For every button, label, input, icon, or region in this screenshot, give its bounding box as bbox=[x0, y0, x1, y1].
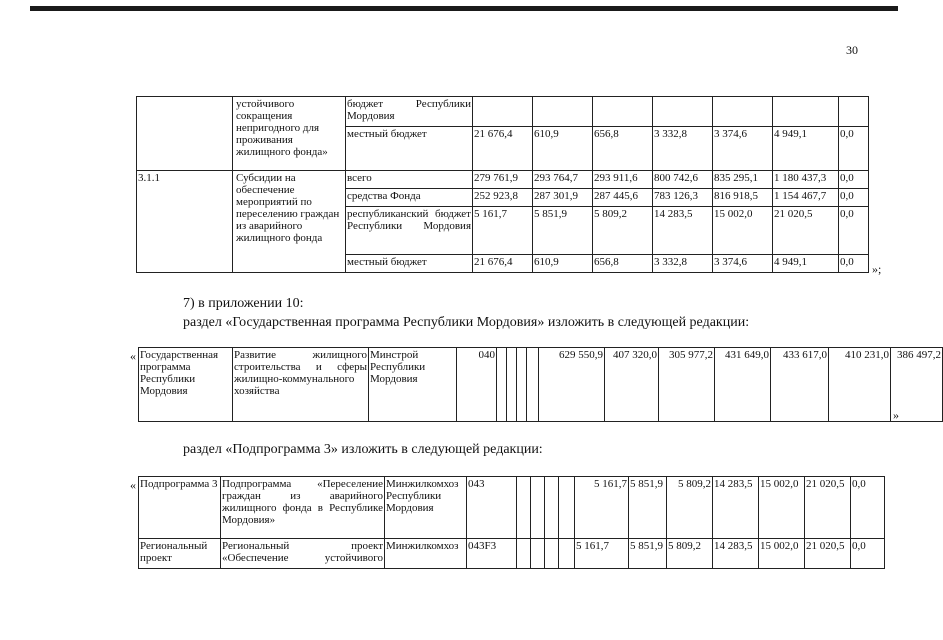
paragraph-item-7: 7) в приложении 10: bbox=[183, 296, 304, 311]
value-cell: 305 977,2 bbox=[659, 348, 715, 422]
grbs-cell: 040 bbox=[457, 348, 497, 422]
value-cell: 0,0 bbox=[839, 189, 869, 207]
value-cell: 433 617,0 bbox=[771, 348, 829, 422]
value-cell: 5 161,7 bbox=[575, 539, 629, 569]
source-cell: местный бюджет bbox=[346, 127, 473, 171]
value-cell: 610,9 bbox=[533, 127, 593, 171]
subprogram-table bbox=[138, 476, 885, 569]
name-cell: Субсидии на обеспечение мероприятий по переселению граждан из аварийного жилищного фонда bbox=[233, 171, 346, 273]
status-cell: Государственная программа Республики Мордовия bbox=[139, 348, 233, 422]
value-cell: 3 374,6 bbox=[713, 255, 773, 273]
value-cell: 279 761,9 bbox=[473, 171, 533, 189]
value-cell: 800 742,6 bbox=[653, 171, 713, 189]
value-cell: 3 374,6 bbox=[713, 127, 773, 171]
source-cell: всего bbox=[346, 171, 473, 189]
value-cell: 21 020,5 bbox=[805, 477, 851, 539]
name-cell: Развитие жилищного строительства и сферы жилищно-коммунального хозяйства bbox=[233, 348, 369, 422]
value-cell: 15 002,0 bbox=[713, 207, 773, 255]
value-cell: 431 649,0 bbox=[715, 348, 771, 422]
name-cell: устойчивого сокращения непригодного для проживания жилищного фонда» bbox=[233, 97, 346, 171]
value-cell: 252 923,8 bbox=[473, 189, 533, 207]
source-cell: местный бюджет bbox=[346, 255, 473, 273]
value-cell: 3 332,8 bbox=[653, 127, 713, 171]
value-cell: 5 161,7 bbox=[575, 477, 629, 539]
executor-cell: Минжилкомхоз Республики Мордовия bbox=[385, 477, 467, 539]
value-cell: 0,0 bbox=[839, 127, 869, 171]
name-cell: Подпрограмма «Переселение граждан из аварийного жилищного фонда в Республике Мордовия» bbox=[221, 477, 385, 539]
value-cell: 5 809,2 bbox=[667, 539, 713, 569]
value-cell: 0,0 bbox=[851, 477, 885, 539]
table-row bbox=[139, 348, 943, 422]
value-cell: 293 911,6 bbox=[593, 171, 653, 189]
value-cell: 410 231,0 bbox=[829, 348, 891, 422]
value-cell: 610,9 bbox=[533, 255, 593, 273]
value-cell: 293 764,7 bbox=[533, 171, 593, 189]
value-cell: 4 949,1 bbox=[773, 255, 839, 273]
code-cell bbox=[137, 97, 233, 171]
funding-table-continued bbox=[136, 96, 869, 273]
value-cell: 656,8 bbox=[593, 255, 653, 273]
executor-cell: Минжилкомхоз bbox=[385, 539, 467, 569]
value-cell: 0,0 bbox=[839, 255, 869, 273]
table-row bbox=[137, 171, 869, 189]
state-program-table bbox=[138, 347, 943, 422]
table-row bbox=[139, 477, 885, 539]
closing-quote-mark: » bbox=[893, 408, 899, 422]
table-row bbox=[137, 97, 869, 127]
table-row bbox=[139, 539, 885, 569]
paragraph-section-gp: раздел «Государственная программа Республики Мордовия» изложить в следующей редакции: bbox=[183, 315, 750, 330]
value-cell: 21 676,4 bbox=[473, 255, 533, 273]
source-cell: средства Фонда bbox=[346, 189, 473, 207]
value-cell: 15 002,0 bbox=[759, 477, 805, 539]
value-cell: 0,0 bbox=[851, 539, 885, 569]
top-border bbox=[30, 6, 898, 11]
grbs-cell: 043 bbox=[467, 477, 517, 539]
value-cell: 1 154 467,7 bbox=[773, 189, 839, 207]
value-cell: 21 020,5 bbox=[773, 207, 839, 255]
value-cell: 629 550,9 bbox=[539, 348, 605, 422]
value-cell: 835 295,1 bbox=[713, 171, 773, 189]
value-cell: 14 283,5 bbox=[713, 539, 759, 569]
closing-quote-mark: »; bbox=[872, 262, 882, 276]
value-cell: 0,0 bbox=[839, 207, 869, 255]
value-cell: 21 676,4 bbox=[473, 127, 533, 171]
code-cell: 3.1.1 bbox=[137, 171, 233, 273]
value-cell: 15 002,0 bbox=[759, 539, 805, 569]
opening-quote-mark: « bbox=[130, 478, 136, 492]
value-cell: 0,0 bbox=[839, 171, 869, 189]
value-cell: 816 918,5 bbox=[713, 189, 773, 207]
value-cell: 386 497,2 bbox=[891, 348, 943, 422]
value-cell: 656,8 bbox=[593, 127, 653, 171]
value-cell: 287 301,9 bbox=[533, 189, 593, 207]
value-cell: 407 320,0 bbox=[605, 348, 659, 422]
value-cell: 4 949,1 bbox=[773, 127, 839, 171]
value-cell: 21 020,5 bbox=[805, 539, 851, 569]
executor-cell: Минстрой Республики Мордовия bbox=[369, 348, 457, 422]
opening-quote-mark: « bbox=[130, 349, 136, 363]
value-cell: 287 445,6 bbox=[593, 189, 653, 207]
value-cell: 5 851,9 bbox=[629, 477, 667, 539]
value-cell: 14 283,5 bbox=[713, 477, 759, 539]
value-cell: 5 809,2 bbox=[667, 477, 713, 539]
value-cell: 5 161,7 bbox=[473, 207, 533, 255]
status-cell: Региональный проект bbox=[139, 539, 221, 569]
page-number: 30 bbox=[846, 43, 858, 57]
grbs-cell: 043F3 bbox=[467, 539, 517, 569]
value-cell: 5 809,2 bbox=[593, 207, 653, 255]
source-cell: республиканский бюджет Республики Мордовия bbox=[346, 207, 473, 255]
name-cell: Региональный проект «Обеспечение устойчивого bbox=[221, 539, 385, 569]
value-cell: 5 851,9 bbox=[629, 539, 667, 569]
paragraph-section-sub3: раздел «Подпрограмма 3» изложить в следующей редакции: bbox=[183, 442, 543, 457]
value-cell: 5 851,9 bbox=[533, 207, 593, 255]
value-cell: 1 180 437,3 bbox=[773, 171, 839, 189]
source-cell: бюджет Республики Мордовия bbox=[346, 97, 473, 127]
status-cell: Подпрограмма 3 bbox=[139, 477, 221, 539]
value-cell: 3 332,8 bbox=[653, 255, 713, 273]
value-cell: 14 283,5 bbox=[653, 207, 713, 255]
value-cell: 783 126,3 bbox=[653, 189, 713, 207]
